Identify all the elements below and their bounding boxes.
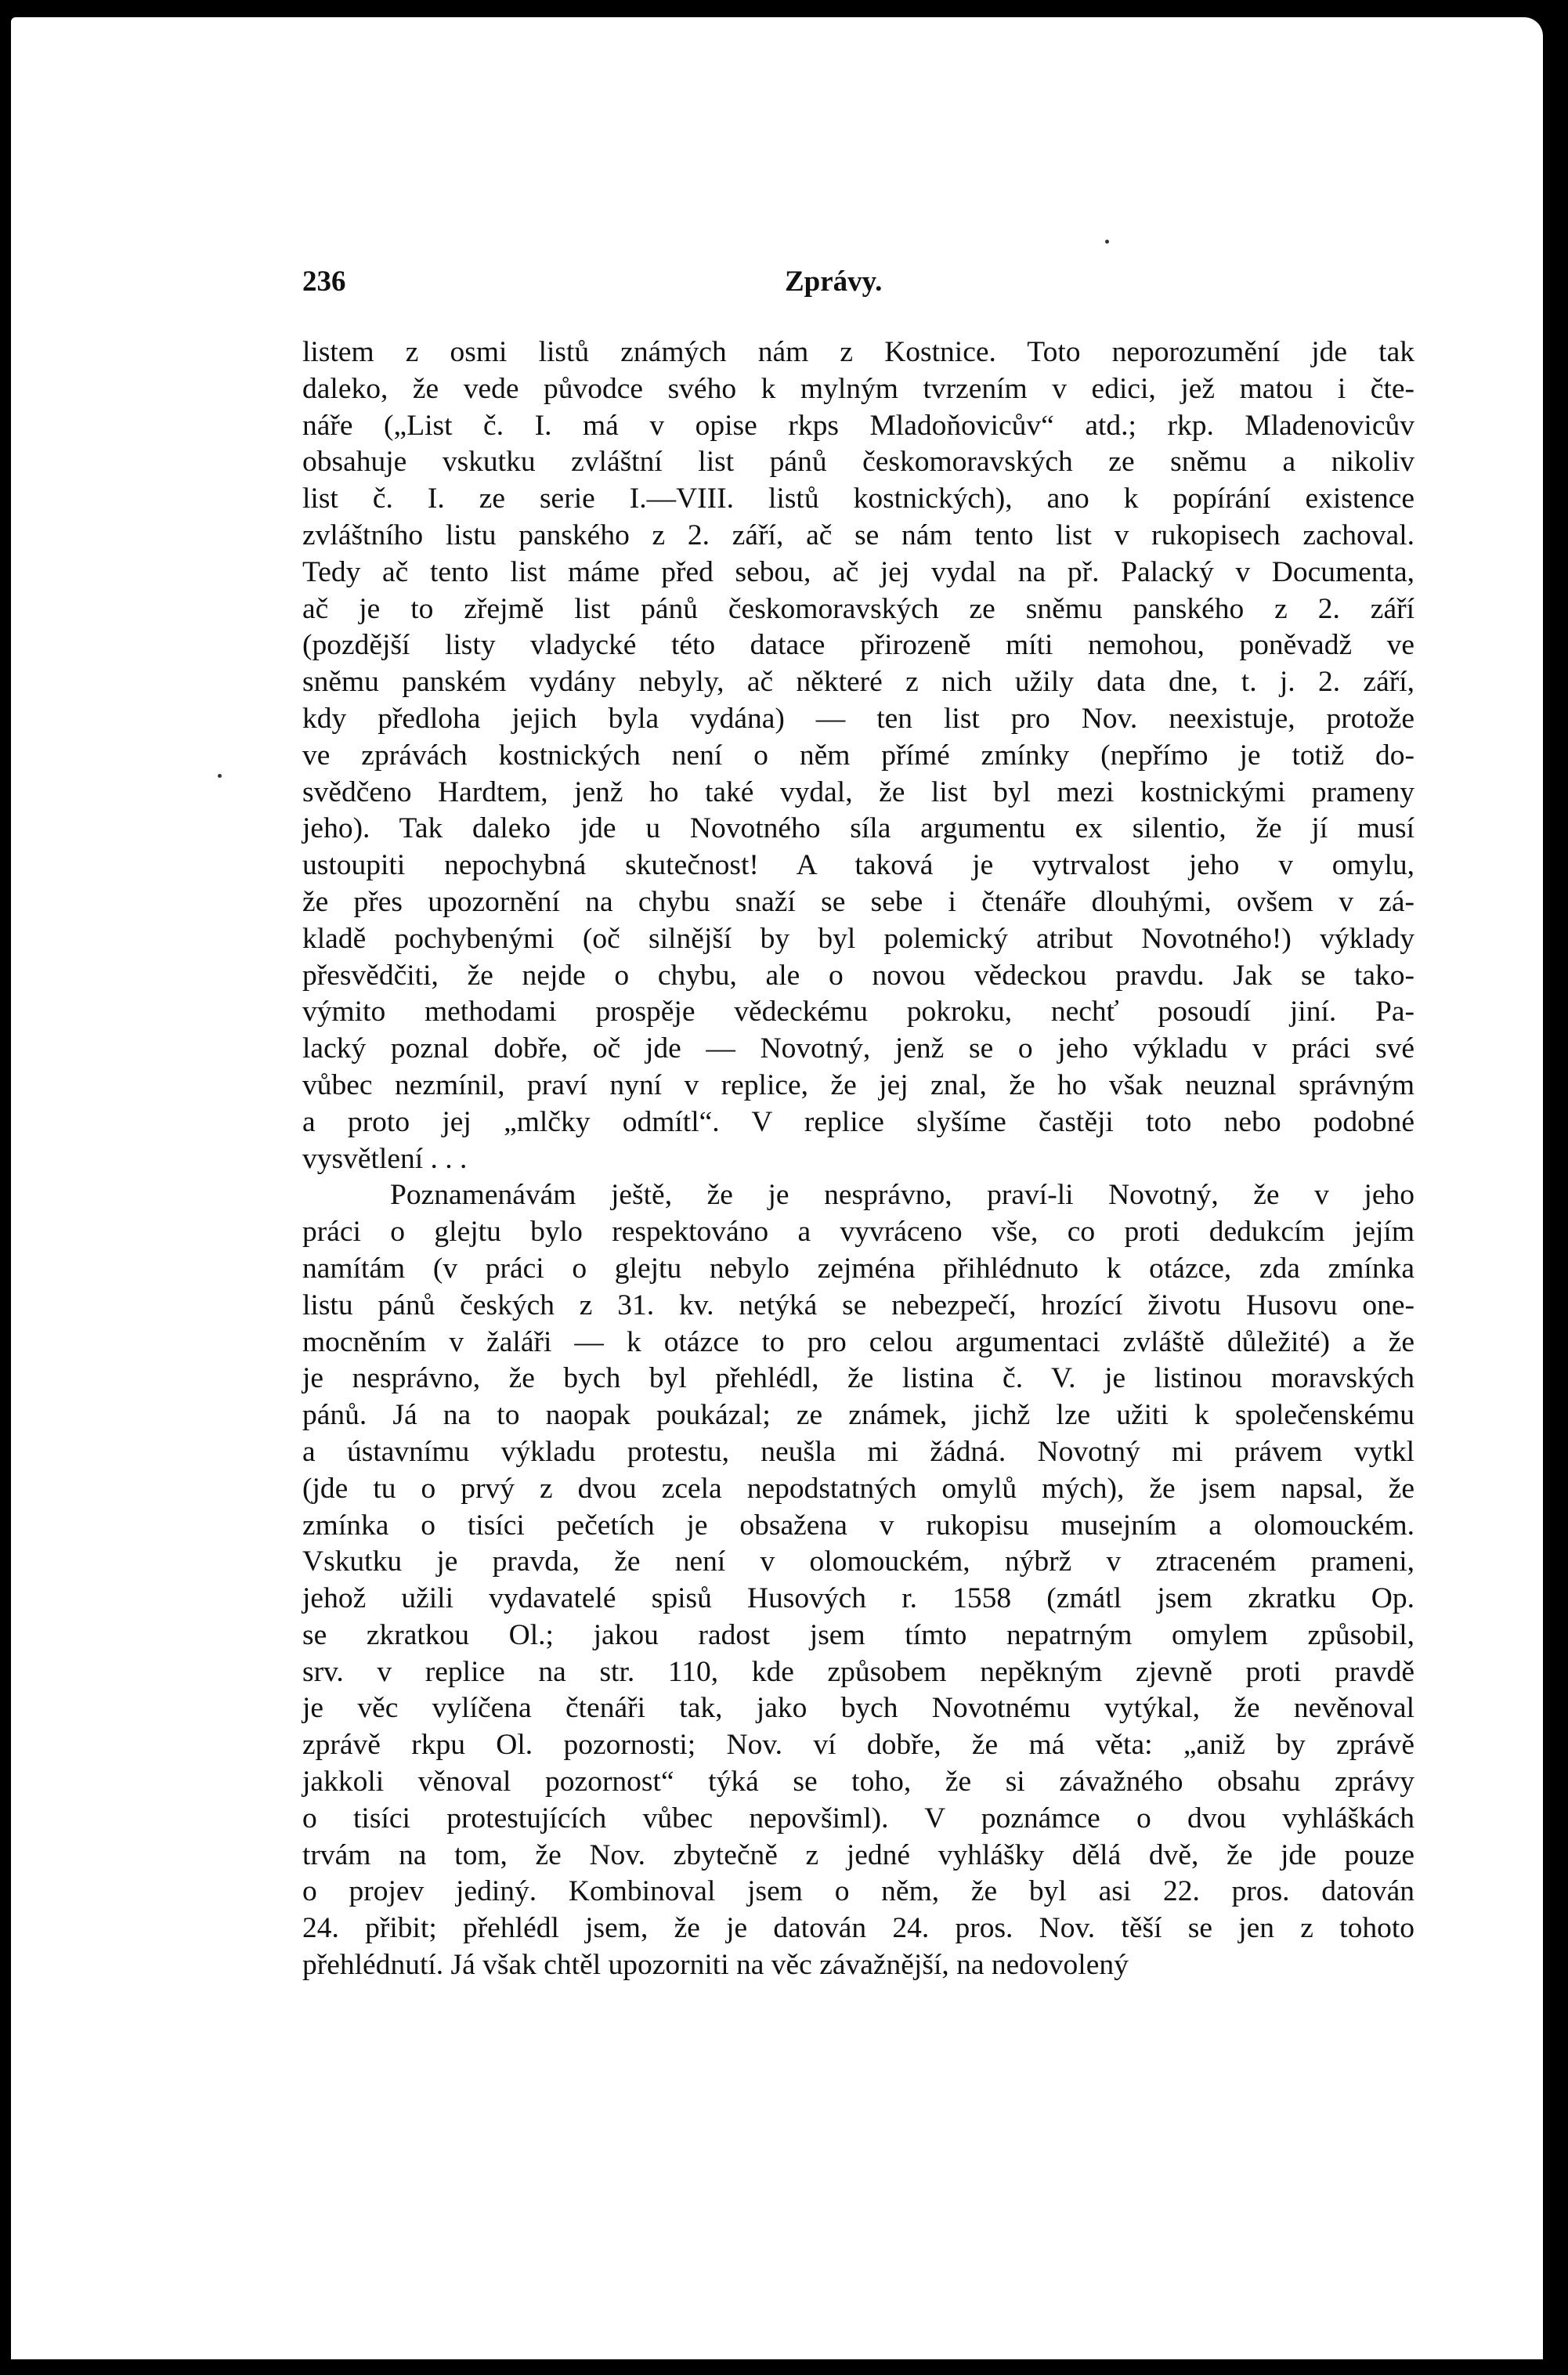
text-line: je nesprávno, že bych byl přehlédl, že listina č. V. je listinou moravských <box>302 1362 1414 1395</box>
text-line: že přes upozornění na chybu snaží se sebe i čtenáře dlouhými, ovšem v zá- <box>302 885 1414 918</box>
paragraph <box>302 334 1414 1177</box>
text-line: daleko, že vede původce svého k mylným tvrzením v edici, jež matou i čte- <box>302 372 1414 405</box>
text-line: Vskutku je pravda, že není v olomouckém, nýbrž v ztraceném prameni, <box>302 1545 1414 1578</box>
text-line: práci o glejtu bylo respektováno a vyvráceno vše, co proti dedukcím jejím <box>302 1216 1414 1249</box>
text-line: zvláštního listu panského z 2. září, ač se nám tento list v rukopisech zachoval. <box>302 519 1414 551</box>
text-line: se zkratkou Ol.; jakou radost jsem tímto nepatrným omylem způsobil, <box>302 1618 1414 1651</box>
page-header <box>302 265 1414 304</box>
page-number: 236 <box>302 266 346 298</box>
text-line: Tedy ač tento list máme před sebou, ač jej vydal na př. Palacký v Documenta, <box>302 555 1414 588</box>
scanned-page <box>11 17 1543 2359</box>
text-line: listem z osmi listů známých nám z Kostnice. Toto neporozumění jde tak <box>302 336 1414 368</box>
text-line: (pozdější listy vladycké této datace přirozeně míti nemohou, poněvadž ve <box>302 629 1414 662</box>
text-line: jeho). Tak daleko jde u Novotného síla argumentu ex silentio, že jí musí <box>302 812 1414 845</box>
text-line: (jde tu o prvý z dvou zcela nepodstatných omylů mých), že jsem napsal, že <box>302 1472 1414 1505</box>
text-line: svědčeno Hardtem, jenž ho také vydal, že list byl mezi kostnickými prameny <box>302 775 1414 808</box>
text-line: jehož užili vydavatelé spisů Husových r. 1558 (zmátl jsem zkratku Op. <box>302 1582 1414 1615</box>
text-line: vůbec nezmínil, praví nyní v replice, že jej znal, že ho však neuznal správným <box>302 1068 1414 1101</box>
text-line: zprávě rkpu Ol. pozornosti; Nov. ví dobře, že má věta: „aniž by zprávě <box>302 1729 1414 1762</box>
text-line: ač je to zřejmě list pánů českomoravských ze sněmu panského z 2. září <box>302 592 1414 625</box>
text-line: o tisíci protestujících vůbec nepovšiml). V poznámce o dvou vyhláškách <box>302 1802 1414 1835</box>
text-line: lacký poznal dobře, oč jde — Novotný, jenž se o jeho výkladu v práci své <box>302 1032 1414 1065</box>
text-line: kladě pochybenými (oč silnější by byl polemický atribut Novotného!) výklady <box>302 922 1414 955</box>
body-text <box>302 334 1414 1984</box>
text-line: náře („List č. I. má v opise rkps Mladoňovicův“ atd.; rkp. Mladenovicův <box>302 409 1414 442</box>
text-line: mocněním v žaláři — k otázce to pro celou argumentaci zvláště důležité) a že <box>302 1325 1414 1358</box>
text-line: listu pánů českých z 31. kv. netýká se nebezpečí, hrozící životu Husovu one- <box>302 1289 1414 1321</box>
text-line: sněmu panském vydány nebyly, ač některé z nich užily data dne, t. j. 2. září, <box>302 666 1414 699</box>
text-line: kdy předloha jejich byla vydána) — ten list pro Nov. neexistuje, protože <box>302 702 1414 735</box>
text-line: 24. přibit; přehlédl jsem, že je datován 24. pros. Nov. těší se jen z tohoto <box>302 1912 1414 1945</box>
text-line: namítám (v práci o glejtu nebylo zejména přihlédnuto k otázce, zda zmínka <box>302 1252 1414 1285</box>
text-line: obsahuje vskutku zvláštní list pánů českomoravských ze sněmu a nikoliv <box>302 446 1414 479</box>
text-line: o projev jediný. Kombinoval jsem o něm, že byl asi 22. pros. datován <box>302 1875 1414 1908</box>
text-line: přesvědčiti, že nejde o chybu, ale o novou vědeckou pravdu. Jak se tako- <box>302 959 1414 992</box>
text-line: a ústavnímu výkladu protestu, neušla mi žádná. Novotný mi právem vytkl <box>302 1435 1414 1468</box>
text-line: ve zprávách kostnických není o něm přímé zmínky (nepřímo je totiž do- <box>302 739 1414 772</box>
text-line: přehlédnutí. Já však chtěl upozorniti na věc závažnější, na nedovolený <box>302 1949 1129 1982</box>
text-line: a proto jej „mlčky odmítl“. V replice slyšíme častěji toto nebo podobné <box>302 1105 1414 1138</box>
text-line: zmínka o tisíci pečetích je obsažena v rukopisu musejním a olomouckém. <box>302 1509 1414 1542</box>
text-line: srv. v replice na str. 110, kde způsobem nepěkným zjevně proti pravdě <box>302 1655 1414 1688</box>
text-line: Poznamenávám ještě, že je nesprávno, praví-li Novotný, že v jeho <box>390 1179 1414 1212</box>
text-line: ustoupiti nepochybná skutečnost! A taková je vytrvalost jeho v omylu, <box>302 849 1414 882</box>
scan-speck <box>1105 240 1109 244</box>
text-line: list č. I. ze serie I.—VIII. listů kostnických), ano k popírání existence <box>302 483 1414 515</box>
text-line: pánů. Já na to naopak poukázal; ze známek, jichž lze užiti k společenskému <box>302 1399 1414 1432</box>
text-line: jakkoli věnoval pozornost“ týká se toho, že si závažného obsahu zprávy <box>302 1766 1414 1798</box>
scan-speck <box>218 774 222 778</box>
paragraph <box>302 1177 1414 1984</box>
running-title: Zprávy. <box>785 266 883 298</box>
text-line: vysvětlení . . . <box>302 1142 468 1175</box>
text-line: trvám na tom, že Nov. zbytečně z jedné vyhlášky dělá dvě, že jde pouze <box>302 1838 1414 1871</box>
text-line: výmito methodami prospěje vědeckému pokroku, nechť posoudí jiní. Pa- <box>302 996 1414 1028</box>
text-line: je věc vylíčena čtenáři tak, jako bych Novotnému vytýkal, že nevěnoval <box>302 1692 1414 1725</box>
